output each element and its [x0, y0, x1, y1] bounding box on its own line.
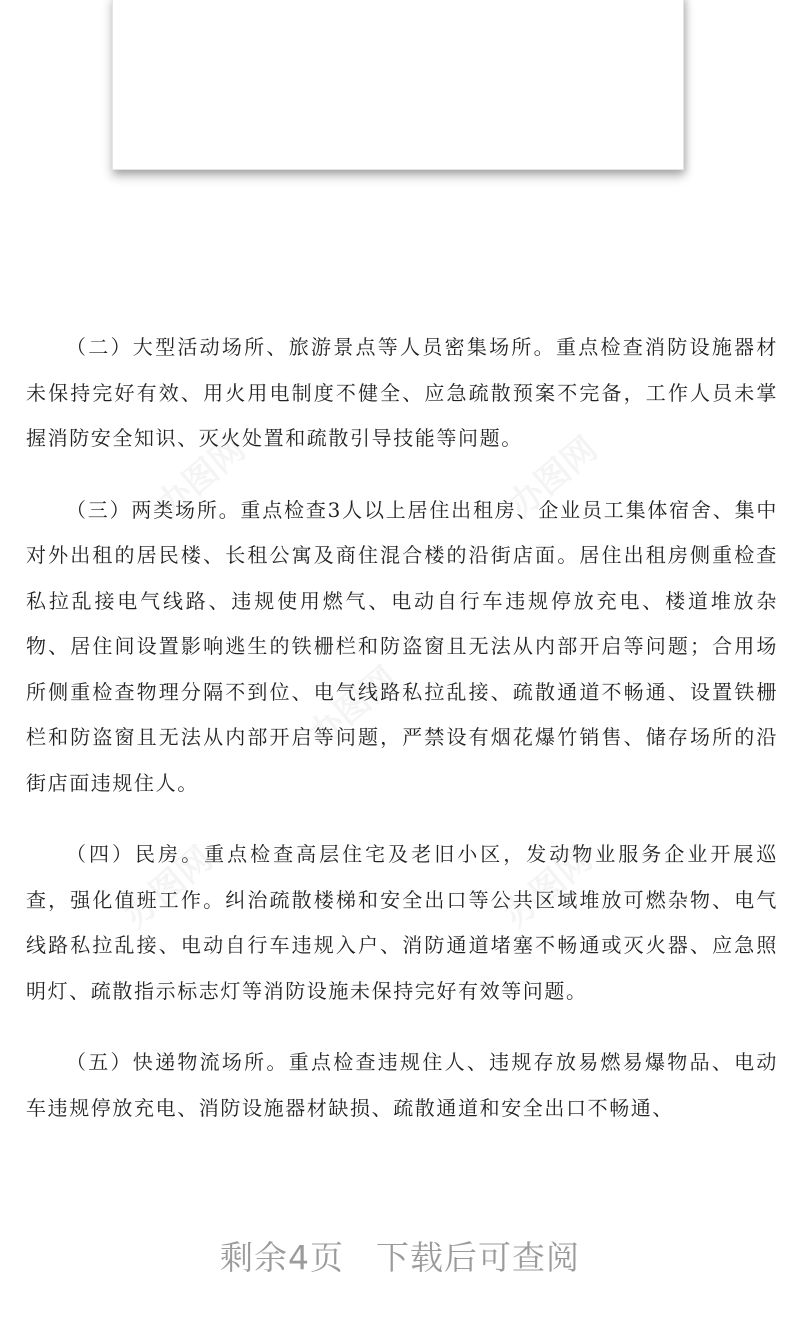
download-prompt[interactable]: [0, 1232, 800, 1279]
preview-page-card: [112, 0, 684, 170]
watermark: 办图网: [149, 429, 254, 526]
remaining-pages-label: 剩余4页: [220, 1238, 344, 1277]
download-to-view-label: 下载后可查阅: [376, 1238, 580, 1277]
document-body: [26, 325, 778, 1157]
paragraph-3: （三）两类场所。重点检查3人以上居住出租房、企业员工集体宿舍、集中对外出租的居民楼、长租公寓及商住混合楼的沿街店面。居住出租房侧重检查私拉乱接电气线路、违规使用燃气、电动自行车违规停放充电、楼道堆放杂物、居住间设置影响逃生的铁栅栏和防盗窗且无法从内部开启等问题；合用场所侧重检查物理分隔不到位、电气线路私拉乱接、疏散通道不畅通、设置铁栅栏和防盗窗且无法从内部开启等问题，严禁设有烟花爆竹销售、储存场所的沿街店面违规住人。: [26, 497, 778, 795]
watermark: 办图网: [496, 839, 601, 936]
paragraph-5: （五）快递物流场所。重点检查违规住人、违规存放易燃易爆物品、电动车违规停放充电、消防设施器材缺损、疏散通道和安全出口不畅通、: [26, 1050, 778, 1120]
watermark: 办图网: [501, 429, 606, 526]
watermark: 办图网: [116, 839, 221, 936]
watermark: 办图网: [301, 659, 406, 756]
paragraph-2: （二）大型活动场所、旅游景点等人员密集场所。重点检查消防设施器材未保持完好有效、用火用电制度不健全、应急疏散预案不完备，工作人员未掌握消防安全知识、灭火处置和疏散引导技能等问题。: [26, 335, 778, 450]
paragraph-4: （四）民房。重点检查高层住宅及老旧小区，发动物业服务企业开展巡查，强化值班工作。纠治疏散楼梯和安全出口等公共区域堆放可燃杂物、电气线路私拉乱接、电动自行车违规入户、消防通道堵塞不畅通或灭火器、应急照明灯、疏散指示标志灯等消防设施未保持完好有效等问题。: [26, 842, 778, 1003]
